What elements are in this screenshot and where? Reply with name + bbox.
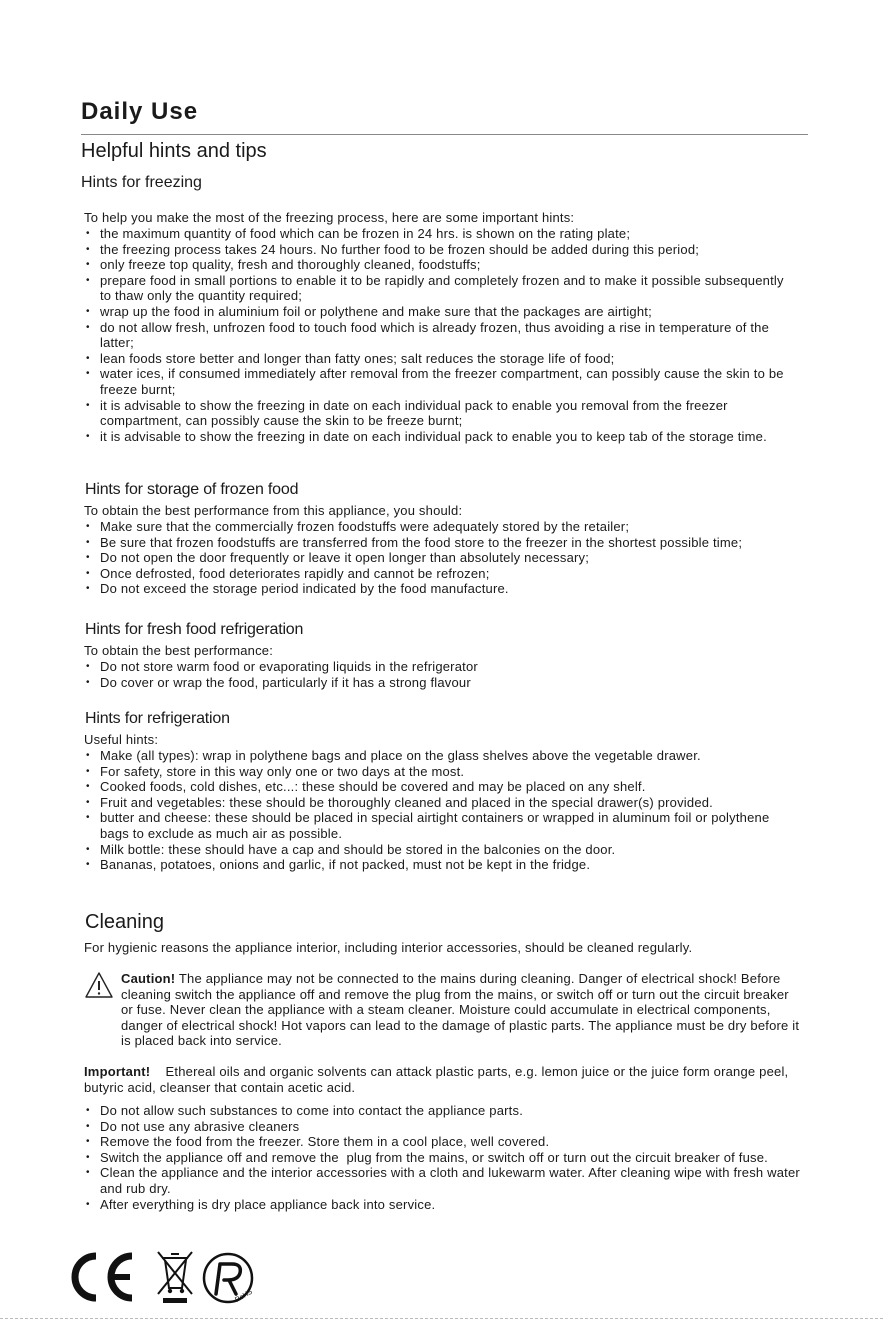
list-item: • Fruit and vegetables: these should be thoroughly cleaned and placed in the special drawer(s) provided.	[84, 795, 802, 811]
list-item: • water ices, if consumed immediately after removal from the freezer compartment, can possibly cause the skin to be freeze burnt;	[84, 366, 796, 397]
refrigeration-intro: Useful hints:	[84, 732, 159, 747]
page-title: Daily Use	[81, 98, 199, 125]
list-item: • Remove the food from the freezer. Store them in a cool place, well covered.	[84, 1134, 806, 1150]
fresh-heading: Hints for fresh food refrigeration	[85, 621, 304, 638]
cleaning-heading: Cleaning	[85, 911, 164, 933]
rohs-icon	[204, 1254, 254, 1304]
important-text: Ethereal oils and organic solvents can attack plastic parts, e.g. lemon juice or the juice form orange peel, butyric acid, cleanser that contain acetic acid.	[84, 1064, 793, 1095]
list-item: • Do not open the door frequently or leave it open longer than absolutely necessary;	[84, 550, 798, 566]
list-item: • After everything is dry place appliance back into service.	[84, 1197, 806, 1213]
important-label: Important!	[84, 1064, 151, 1079]
rohs-label: RoHS	[234, 1288, 254, 1304]
list-item: • the freezing process takes 24 hours. No further food to be frozen should be added during this period;	[84, 242, 796, 258]
caution-label: Caution!	[121, 971, 176, 986]
list-item: • Do not use any abrasive cleaners	[84, 1119, 806, 1135]
refrigeration-list	[84, 748, 802, 873]
caution-text-block	[121, 971, 804, 1049]
list-item: • wrap up the food in aluminium foil or polythene and make sure that the packages are airtight;	[84, 304, 796, 320]
list-item: • Bananas, potatoes, onions and garlic, if not packed, must not be kept in the fridge.	[84, 857, 802, 873]
list-item: • Switch the appliance off and remove the plug from the mains, or switch off or turn out the circuit breaker of fuse.	[84, 1150, 806, 1166]
list-item: • Do not exceed the storage period indicated by the food manufacture.	[84, 581, 798, 597]
caution-text: The appliance may not be connected to the mains during cleaning. Danger of electrical shock! Before cleaning switch the appliance off and remove the plug from the mains, or switch off or turn out the circuit breaker or fuse. Never clean the appliance with a steam cleaner. Moisture could accumulate in electrical components, danger of electrical shock! Hot vapors can lead to the damage of plastic parts. The appliance must be dry before it is placed back into service.	[121, 971, 800, 1049]
warning-icon	[84, 971, 114, 999]
list-item: • Make (all types): wrap in polythene bags and place on the glass shelves above the vegetable drawer.	[84, 748, 802, 764]
page-subtitle: Helpful hints and tips	[81, 140, 267, 162]
cleaning-intro: For hygienic reasons the appliance interior, including interior accessories, should be cleaned regularly.	[84, 940, 693, 955]
list-item: • Do cover or wrap the food, particularly if it has a strong flavour	[84, 675, 796, 691]
list-item: • Once defrosted, food deteriorates rapidly and cannot be refrozen;	[84, 566, 798, 582]
list-item: • Make sure that the commercially frozen foodstuffs were adequately stored by the retailer;	[84, 519, 798, 535]
list-item: • Clean the appliance and the interior accessories with a cloth and lukewarm water. After cleaning wipe with fresh water and rub dry.	[84, 1165, 806, 1196]
list-item: • it is advisable to show the freezing in date on each individual pack to enable you to keep tab of the storage time.	[84, 429, 796, 445]
title-divider	[81, 134, 808, 135]
fresh-list	[84, 659, 796, 690]
fresh-intro: To obtain the best performance:	[84, 643, 274, 658]
ce-mark-icon	[75, 1256, 132, 1298]
certification-logos	[70, 1248, 270, 1308]
freezing-list	[84, 226, 796, 444]
list-item: • only freeze top quality, fresh and thoroughly cleaned, foodstuffs;	[84, 257, 796, 273]
bottom-divider	[0, 1318, 883, 1319]
cleaning-list	[84, 1103, 806, 1212]
list-item: • do not allow fresh, unfrozen food to touch food which is already frozen, thus avoiding a rise in temperature of the latter;	[84, 320, 796, 351]
list-item: • lean foods store better and longer than fatty ones; salt reduces the storage life of food;	[84, 351, 796, 367]
storage-list	[84, 519, 798, 597]
important-notice	[84, 1064, 804, 1095]
list-item: • Do not allow such substances to come into contact the appliance parts.	[84, 1103, 806, 1119]
list-item: • butter and cheese: these should be placed in special airtight containers or wrapped in aluminum foil or polythene bags to exclude as much air as possible.	[84, 810, 802, 841]
list-item: • Do not store warm food or evaporating liquids in the refrigerator	[84, 659, 796, 675]
list-item: • Be sure that frozen foodstuffs are transferred from the food store to the freezer in the shortest possible time;	[84, 535, 798, 551]
list-item: • Milk bottle: these should have a cap and should be stored in the balconies on the door.	[84, 842, 802, 858]
storage-heading: Hints for storage of frozen food	[85, 481, 299, 498]
list-item: • Cooked foods, cold dishes, etc...: these should be covered and may be placed on any shelf.	[84, 779, 802, 795]
refrigeration-heading: Hints for refrigeration	[85, 710, 230, 727]
section-heading-freezing: Hints for freezing	[81, 174, 202, 191]
freezing-intro: To help you make the most of the freezing process, here are some important hints:	[84, 210, 575, 225]
list-item: • it is advisable to show the freezing in date on each individual pack to enable you removal from the freezer compartment, can possibly cause the skin to be freeze burnt;	[84, 398, 796, 429]
storage-intro: To obtain the best performance from this appliance, you should:	[84, 503, 463, 518]
list-item: • prepare food in small portions to enable it to be rapidly and completely frozen and to make it possible subsequently to thaw only the quantity required;	[84, 273, 796, 304]
list-item: • For safety, store in this way only one or two days at the most.	[84, 764, 802, 780]
list-item: • the maximum quantity of food which can be frozen in 24 hrs. is shown on the rating plate;	[84, 226, 796, 242]
weee-bin-icon	[158, 1252, 192, 1303]
